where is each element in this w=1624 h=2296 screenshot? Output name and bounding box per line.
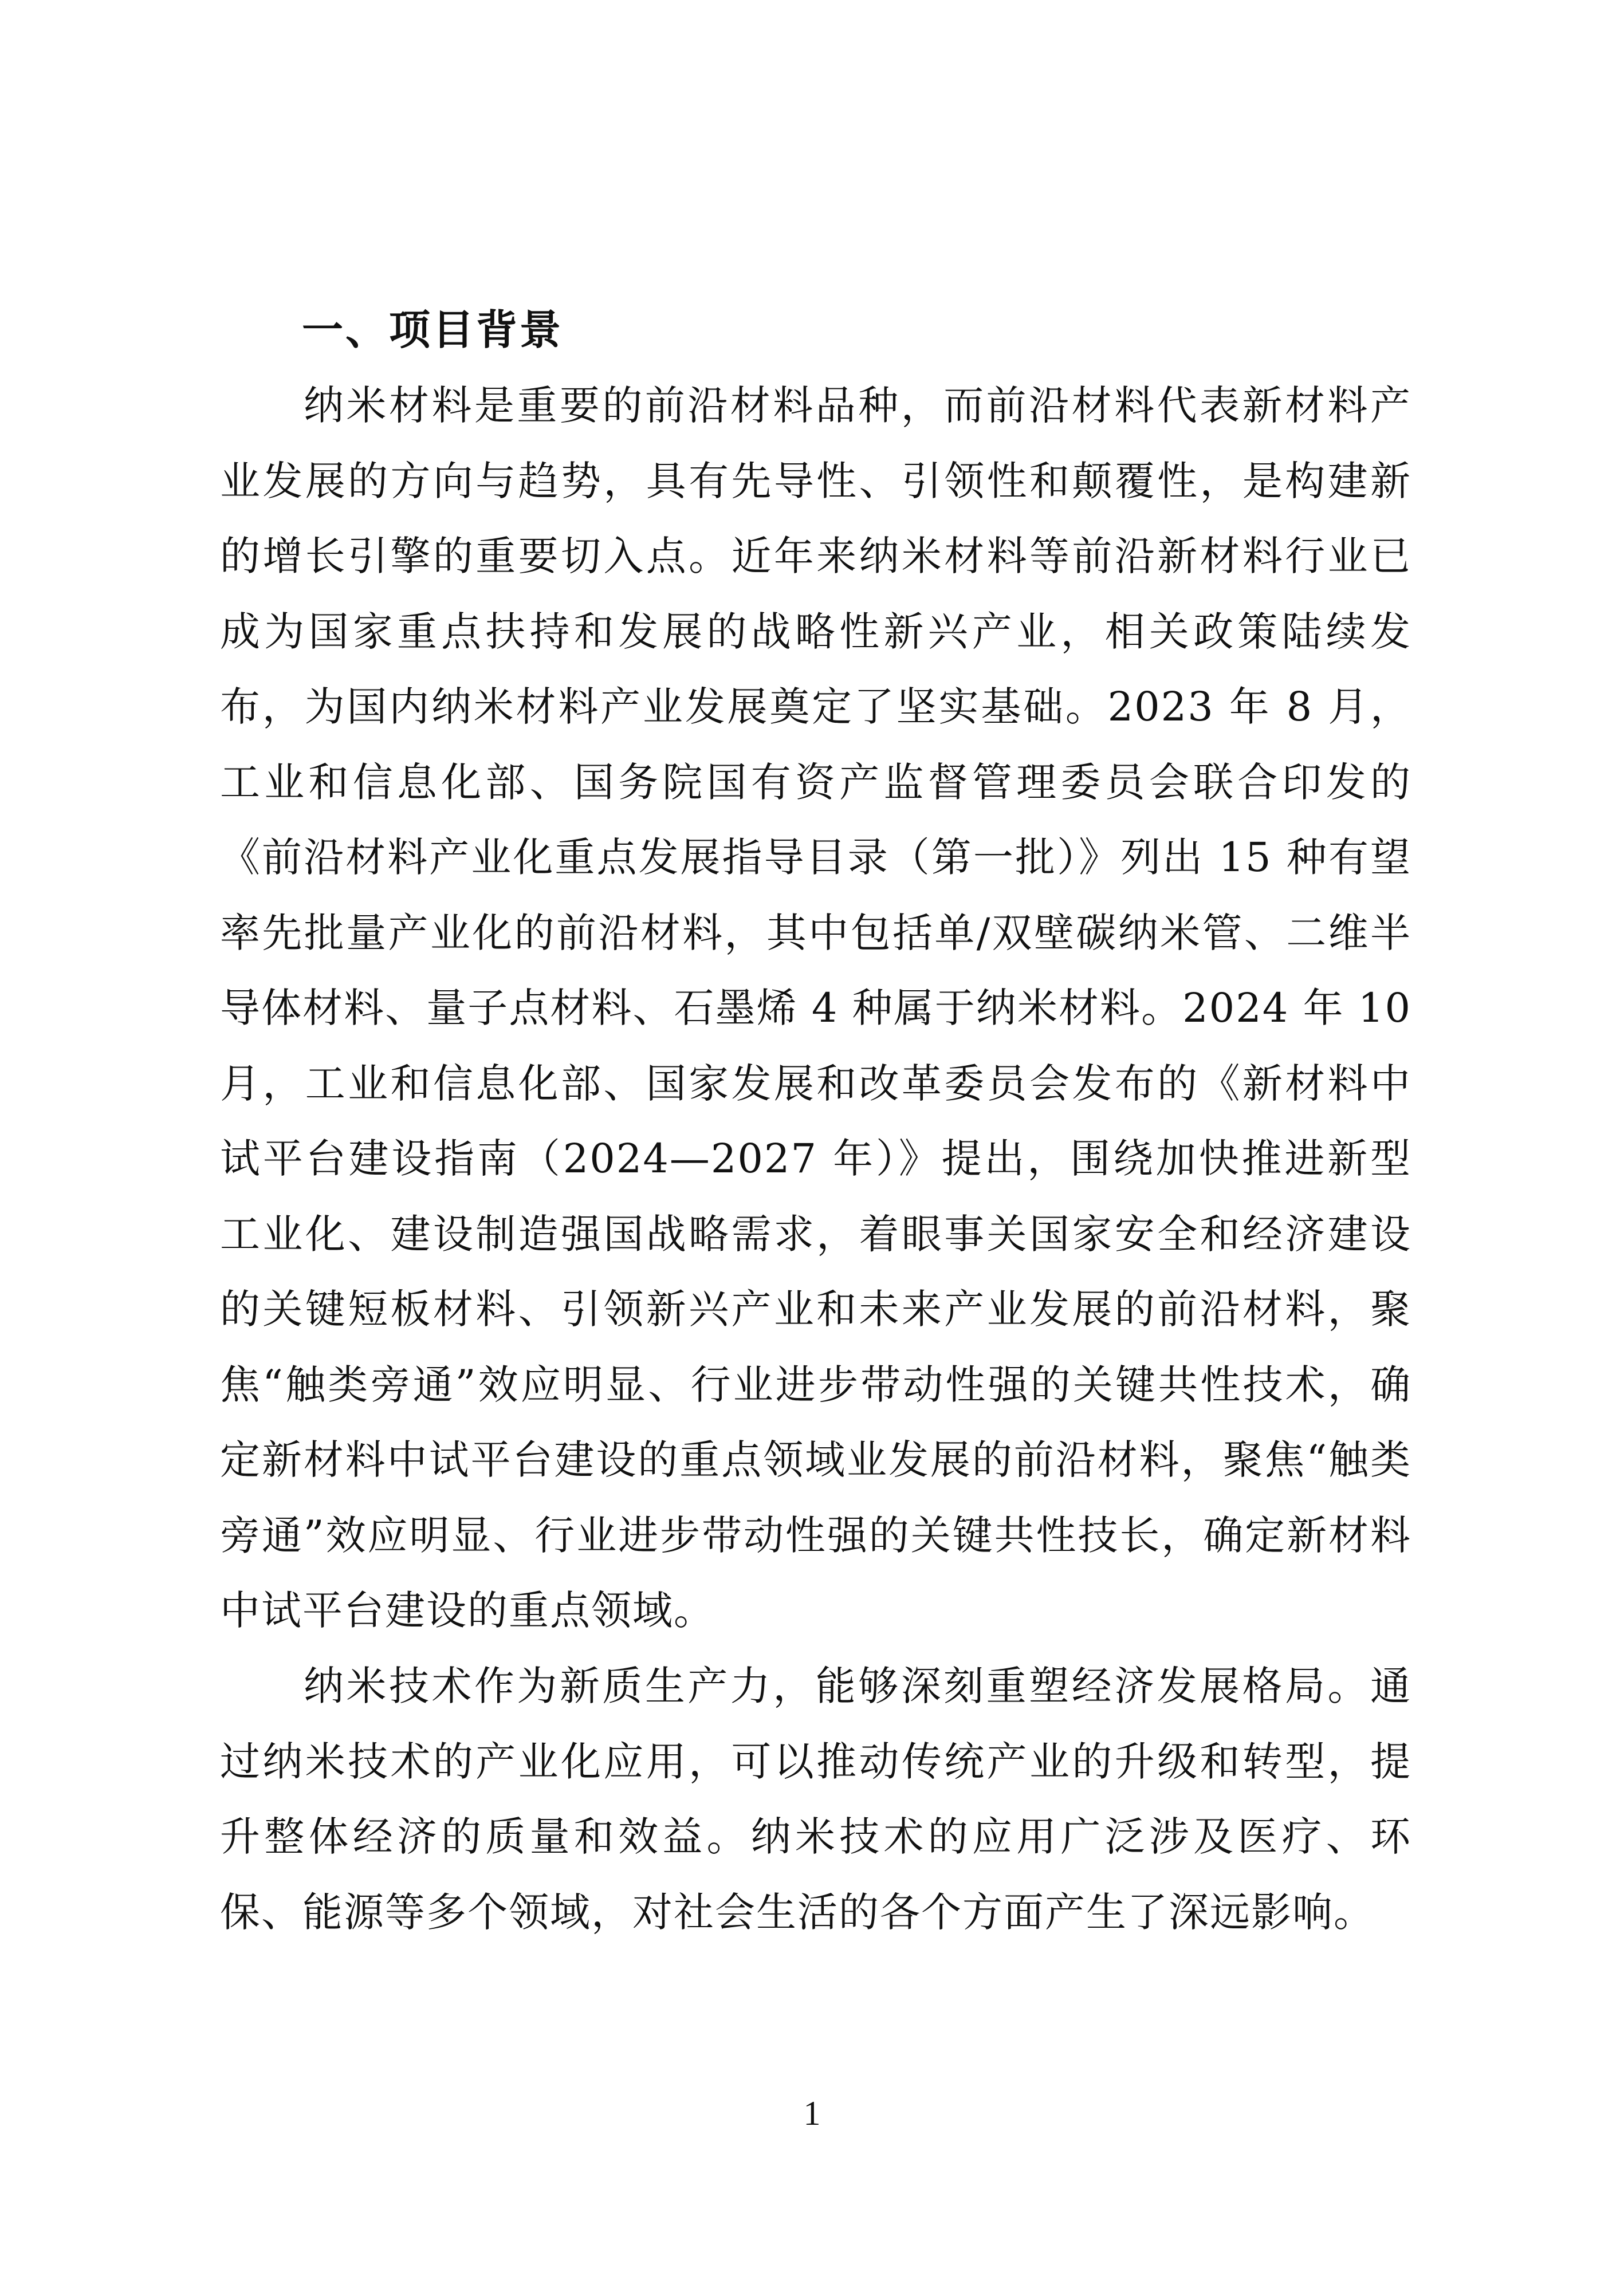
page-number: 1 [803, 2094, 821, 2132]
body-paragraph-2: 纳米技术作为新质生产力，能够深刻重塑经济发展格局。通过纳米技术的产业化应用，可以推动传统产业的升级和转型，提升整体经济的质量和效益。纳米技术的应用广泛涉及医疗、环保、能源等多个领域，对社会生活的各个方面产生了深远影响。 [220, 1663, 1411, 1936]
section-heading: 一、项目背景 [302, 306, 564, 354]
body-paragraph-1: 纳米材料是重要的前沿材料品种，而前沿材料代表新材料产业发展的方向与趋势，具有先导性、引领性和颠覆性，是构建新的增长引擎的重要切入点。近年来纳米材料等前沿新材料行业已成为国家重点扶持和发展的战略性新兴产业，相关政策陆续发布，为国内纳米材料产业发展奠定了坚实基础。2023 年 8 月，工业和信息化部、国务院国有资产监督管理委员会联合印发的《前沿材料产业化重点发展指导目录（第一批）》列出 15 种有望率先批量产业化的前沿材料，其中包括单/双壁碳纳米管、二维半导体材料、量子点材料、石墨烯 4 种属于纳米材料。2024 年 10 月，工业和信息化部、国家发展和改革委员会发布的《新材料中试平台建设指南（2024—2027 年）》提出，围绕加快推进新型工业化、建设制造强国战略需求，着眼事关国家安全和经济建设的关键短板材料、引领新兴产业和未来产业发展的前沿材料，聚焦“触类旁通”效应明显、行业进步带动性强的关键共性技术，确定新材料中试平台建设的重点领域业发展的前沿材料，聚焦“触类旁通”效应明显、行业进步带动性强的关键共性技长，确定新材料中试平台建设的重点领域。 [220, 382, 1411, 1634]
